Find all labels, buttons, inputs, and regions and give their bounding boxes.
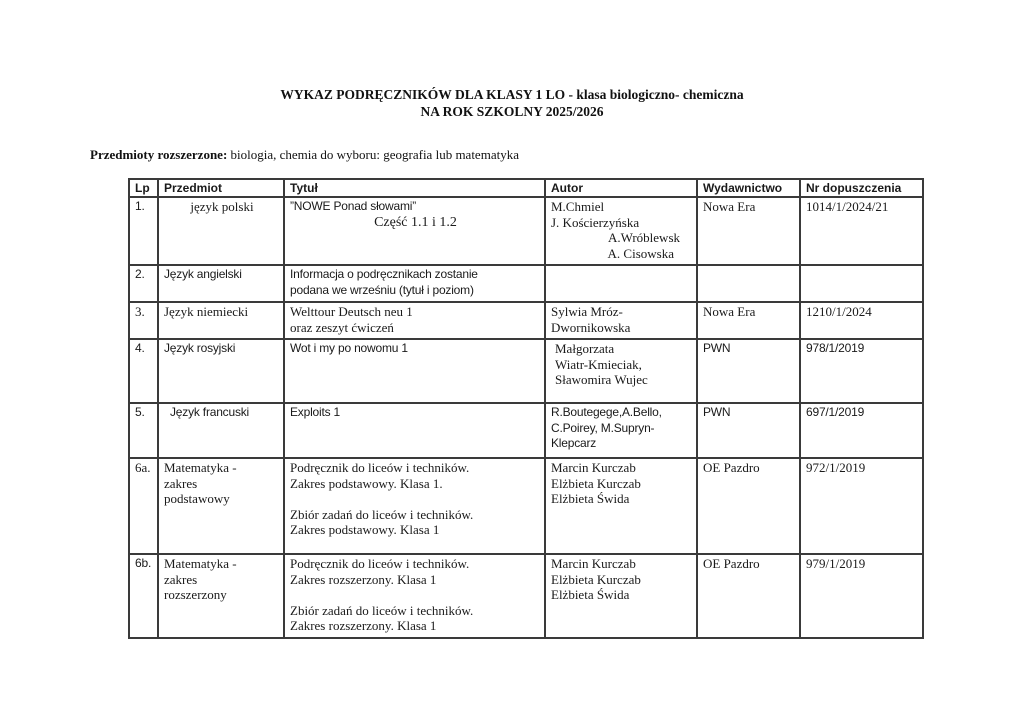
- cell-line: rozszerzony: [164, 587, 227, 602]
- cell-line: 5.: [135, 405, 145, 419]
- cell-wydawnictwo: [697, 458, 800, 554]
- cell-line: Małgorzata: [555, 341, 615, 356]
- cell-line: zakres: [164, 571, 198, 587]
- cell-tytul: [284, 339, 545, 403]
- cell-line: OE Pazdro: [703, 460, 760, 475]
- note-text: biologia, chemia do wyboru: geografia lub matematyka: [227, 147, 519, 162]
- table-row: [129, 302, 923, 339]
- cell-tytul: [284, 197, 545, 265]
- cell-nr: [800, 403, 923, 458]
- cell-line: 978/1/2019: [806, 341, 865, 355]
- column-header-lp: Lp: [129, 179, 158, 197]
- column-header-tytul: Tytuł: [284, 179, 545, 197]
- cell-line: 972/1/2019: [806, 460, 866, 475]
- cell-lp: [129, 458, 158, 554]
- cell-line: Matematyka -: [164, 460, 237, 475]
- cell-nr: [800, 197, 923, 265]
- header-row: [129, 179, 923, 197]
- cell-line: J. Kościerzyńska: [551, 214, 640, 230]
- cell-line: Zbiór zadań do liceów i techników.: [290, 602, 474, 618]
- cell-line: A.Wróblewsk: [607, 230, 680, 245]
- cell-line: Sławomira Wujec: [555, 372, 648, 387]
- table-row: [129, 339, 923, 403]
- cell-autor: [545, 302, 697, 339]
- cell-przedmiot: [158, 197, 284, 265]
- document-title: [0, 86, 1024, 120]
- cell-tytul: [284, 403, 545, 458]
- cell-przedmiot: [158, 302, 284, 339]
- cell-line: Podręcznik do liceów i techników.: [290, 460, 470, 475]
- cell-line: Wiatr-Kmieciak,: [555, 356, 642, 372]
- title-line-1: WYKAZ PODRĘCZNIKÓW DLA KLASY 1 LO - klasa biologiczno- chemiczna: [280, 87, 744, 102]
- cell-wydawnictwo: [697, 403, 800, 458]
- cell-lp: [129, 197, 158, 265]
- cell-autor: [545, 339, 697, 403]
- cell-tytul: [284, 458, 545, 554]
- cell-przedmiot: [158, 554, 284, 638]
- cell-line: Nowa Era: [703, 304, 756, 319]
- cell-autor: [545, 265, 697, 302]
- cell-line: PWN: [703, 341, 731, 355]
- cell-line: Zakres rozszerzony. Klasa 1: [290, 571, 437, 587]
- cell-line: 1210/1/2024: [806, 304, 872, 319]
- cell-line: Matematyka -: [164, 556, 237, 571]
- table-row: [129, 197, 923, 265]
- cell-wydawnictwo: [697, 302, 800, 339]
- cell-lp: [129, 302, 158, 339]
- cell-lp: [129, 403, 158, 458]
- cell-line: [290, 587, 544, 603]
- cell-line: zakres: [164, 475, 198, 491]
- cell-line: Zakres podstawowy. Klasa 1: [290, 522, 440, 537]
- cell-line: A. Cisowska: [607, 245, 674, 261]
- cell-line: Zbiór zadań do liceów i techników.: [290, 506, 474, 522]
- column-header-autor: Autor: [545, 179, 697, 197]
- cell-line: Exploits 1: [290, 405, 341, 419]
- cell-line: Język rosyjski: [164, 341, 236, 355]
- cell-line: OE Pazdro: [703, 556, 760, 571]
- cell-wydawnictwo: [697, 197, 800, 265]
- cell-line: Podręcznik do liceów i techników.: [290, 556, 470, 571]
- cell-line: [290, 491, 544, 507]
- cell-lp: [129, 339, 158, 403]
- cell-line: Marcin Kurczab: [551, 460, 636, 475]
- cell-line: 697/1/2019: [806, 405, 865, 419]
- cell-line: podstawowy: [164, 491, 230, 506]
- column-header-przedmiot: Przedmiot: [158, 179, 284, 197]
- cell-line: M.Chmiel: [551, 199, 605, 214]
- cell-wydawnictwo: [697, 339, 800, 403]
- cell-line: Zakres rozszerzony. Klasa 1: [290, 618, 437, 633]
- cell-autor: [545, 197, 697, 265]
- note-label: Przedmioty rozszerzone:: [90, 147, 228, 162]
- cell-line: C.Poirey, M.Supryn-: [551, 420, 655, 435]
- cell-line: Język niemiecki: [164, 304, 249, 319]
- table-row: [129, 265, 923, 302]
- cell-line: Welttour Deutsch neu 1: [290, 304, 413, 319]
- cell-line: Elżbieta Świda: [551, 587, 630, 602]
- cell-line: Część 1.1 i 1.2: [374, 214, 457, 230]
- cell-line: 2.: [135, 267, 145, 281]
- cell-przedmiot: [158, 265, 284, 302]
- cell-wydawnictwo: [697, 554, 800, 638]
- cell-nr: [800, 554, 923, 638]
- cell-tytul: [284, 554, 545, 638]
- cell-przedmiot: [158, 458, 284, 554]
- column-header-wydawnictwo: Wydawnictwo: [697, 179, 800, 197]
- cell-line: 6a.: [135, 460, 151, 475]
- cell-wydawnictwo: [697, 265, 800, 302]
- cell-line: 1.: [135, 199, 145, 213]
- cell-nr: [800, 339, 923, 403]
- cell-line: Elżbieta Kurczab: [551, 475, 641, 491]
- cell-nr: [800, 458, 923, 554]
- cell-line: 4.: [135, 341, 145, 355]
- cell-line: Sylwia Mróz-: [551, 304, 623, 319]
- cell-line: Zakres podstawowy. Klasa 1.: [290, 475, 443, 491]
- cell-line: 1014/1/2024/21: [806, 199, 889, 214]
- cell-line: Język angielski: [164, 267, 242, 281]
- cell-line: podana we wrześniu (tytuł i poziom): [290, 282, 474, 297]
- column-header-nr-dopuszczenia: Nr dopuszczenia: [800, 179, 923, 197]
- cell-tytul: [284, 265, 545, 302]
- cell-nr: [800, 302, 923, 339]
- cell-line: 6b.: [135, 556, 152, 570]
- cell-line: ”NOWE Ponad słowami”: [290, 199, 417, 213]
- cell-autor: [545, 403, 697, 458]
- title-line-2: NA ROK SZKOLNY 2025/2026: [420, 104, 604, 119]
- cell-line: Elżbieta Kurczab: [551, 571, 641, 587]
- cell-line: Dwornikowska: [551, 319, 631, 335]
- textbook-table: [128, 178, 924, 639]
- cell-autor: [545, 554, 697, 638]
- cell-line: Klepcarz: [551, 436, 597, 450]
- cell-nr: [800, 265, 923, 302]
- cell-line: R.Boutegege,A.Bello,: [551, 405, 662, 419]
- cell-line: PWN: [703, 405, 731, 419]
- cell-line: Wot i my po nowomu 1: [290, 341, 408, 355]
- cell-line: 3.: [135, 304, 145, 319]
- cell-line: Język francuski: [170, 405, 250, 419]
- cell-autor: [545, 458, 697, 554]
- cell-line: 979/1/2019: [806, 556, 866, 571]
- cell-przedmiot: [158, 403, 284, 458]
- extended-subjects-note: [90, 147, 519, 163]
- table-row: [129, 403, 923, 458]
- cell-lp: [129, 265, 158, 302]
- cell-tytul: [284, 302, 545, 339]
- cell-line: Marcin Kurczab: [551, 556, 636, 571]
- cell-line: Elżbieta Świda: [551, 491, 630, 506]
- cell-line: Nowa Era: [703, 199, 756, 214]
- table-row: [129, 554, 923, 638]
- cell-line: Informacja o podręcznikach zostanie: [290, 267, 478, 281]
- cell-lp: [129, 554, 158, 638]
- table-row: [129, 458, 923, 554]
- cell-line: oraz zeszyt ćwiczeń: [290, 319, 394, 335]
- cell-przedmiot: [158, 339, 284, 403]
- cell-line: język polski: [190, 199, 254, 214]
